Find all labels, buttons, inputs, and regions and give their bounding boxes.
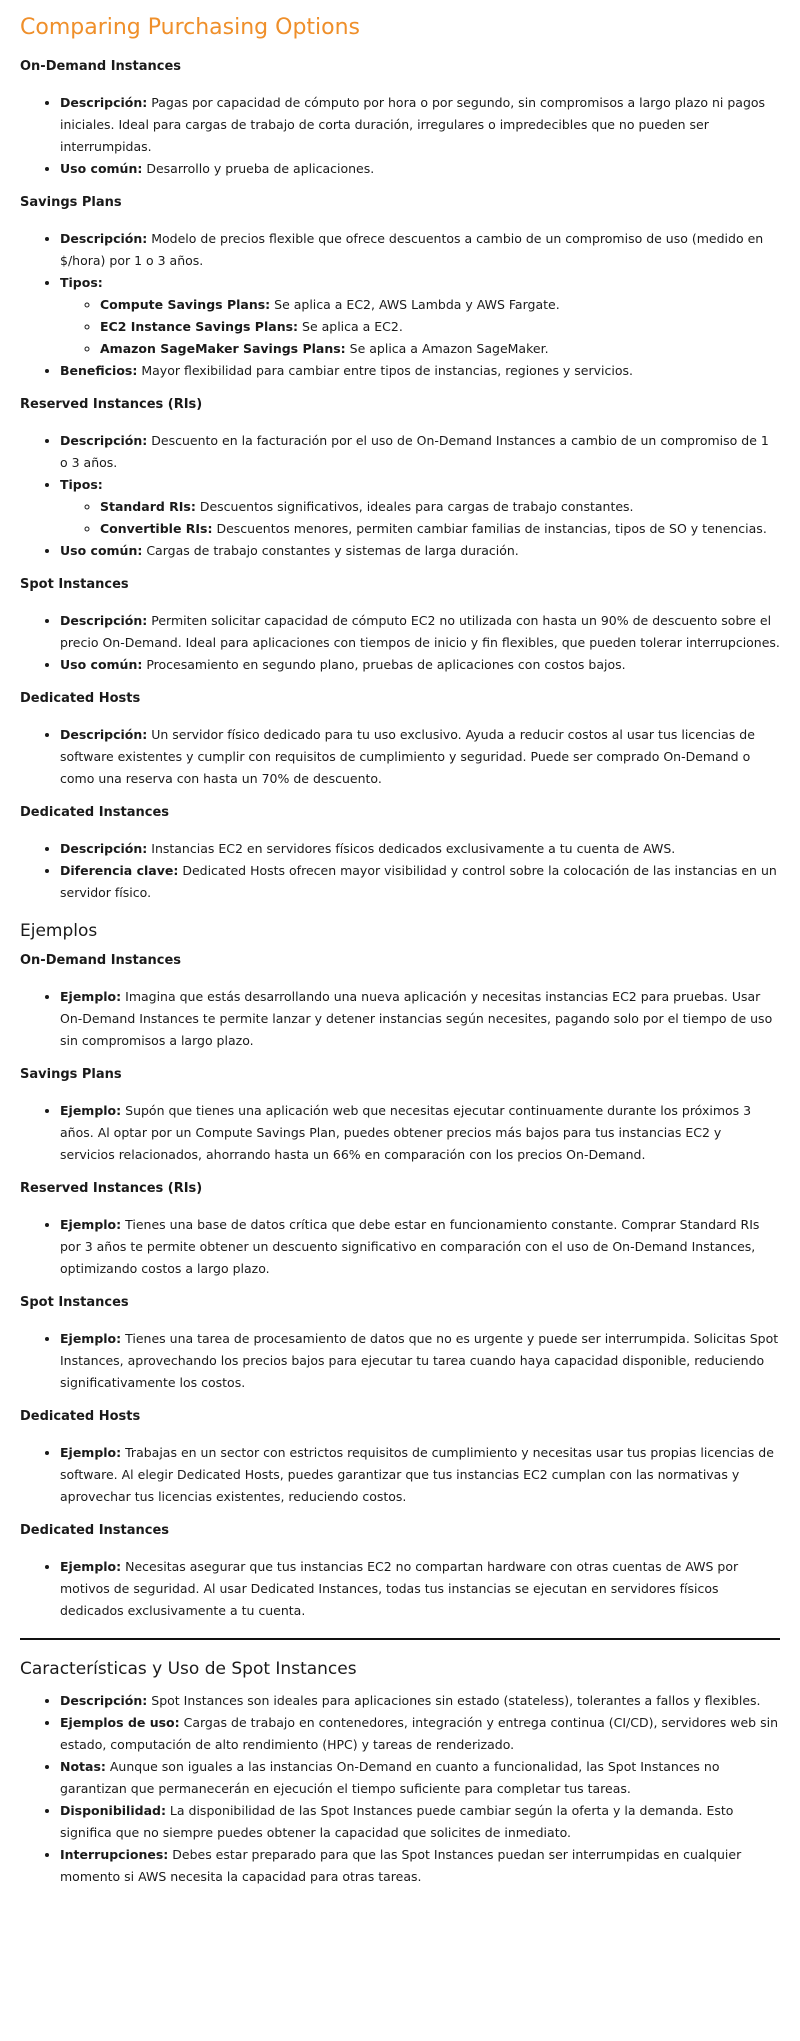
- group-list: [20, 986, 780, 1052]
- item-text: Tienes una tarea de procesamiento de datos que no es urgente y puede ser interrumpida. Solicitas Spot Instances, aprovechando los precios bajos para ejecutar tu tarea cuando haya capacidad disponible, reduciendo significativamente los costos.: [60, 1331, 779, 1390]
- list-item: [60, 1800, 780, 1844]
- list-item: [60, 610, 780, 654]
- item-label: Descripción:: [60, 1693, 148, 1708]
- sub-list: [60, 294, 780, 360]
- item-text: Cargas de trabajo constantes y sistemas de larga duración.: [142, 543, 519, 558]
- list-item: [60, 1712, 780, 1756]
- item-text: Cargas de trabajo en contenedores, integración y entrega continua (CI/CD), servidores web sin estado, computación de alto rendimiento (HPC) y tareas de renderizado.: [60, 1715, 778, 1752]
- group-heading: Reserved Instances (RIs): [20, 1181, 203, 1196]
- item-label: Diferencia clave:: [60, 863, 179, 878]
- item-text: Se aplica a Amazon SageMaker.: [345, 341, 549, 356]
- item-text: Se aplica a EC2, AWS Lambda y AWS Fargate.: [270, 297, 560, 312]
- group-list: [20, 1328, 780, 1394]
- sub-list: [60, 496, 780, 540]
- item-label: Disponibilidad:: [60, 1803, 166, 1818]
- item-label: Convertible RIs:: [100, 521, 213, 536]
- list-item: [60, 1100, 780, 1166]
- item-label: Tipos:: [60, 275, 103, 290]
- item-text: Necesitas asegurar que tus instancias EC2 no compartan hardware con otras cuentas de AWS por motivos de seguridad. Al usar Dedicated Instances, todas tus instancias se ejecutan en servidores físicos dedicados exclusivamente a tu cuenta.: [60, 1559, 739, 1618]
- item-text: Procesamiento en segundo plano, pruebas de aplicaciones con costos bajos.: [142, 657, 626, 672]
- item-text: Descuentos menores, permiten cambiar familias de instancias, tipos de SO y tenencias.: [212, 521, 767, 536]
- item-label: Ejemplo:: [60, 1559, 122, 1574]
- list-item: [100, 338, 780, 360]
- item-text: Aunque son iguales a las instancias On-Demand en cuanto a funcionalidad, las Spot Instances no garantizan que permanecerán en ejecución el tiempo suficiente para completar tus tareas.: [60, 1759, 720, 1796]
- spot-list: [20, 1690, 780, 1888]
- item-text: Mayor flexibilidad para cambiar entre tipos de instancias, regiones y servicios.: [137, 363, 633, 378]
- group-heading: Dedicated Instances: [20, 805, 170, 820]
- page-title: Comparing Purchasing Options: [20, 15, 361, 40]
- group-heading: On-Demand Instances: [20, 953, 182, 968]
- list-item: [60, 1442, 780, 1508]
- list-item: [60, 1214, 780, 1280]
- list-item: [60, 1844, 780, 1888]
- list-item: [60, 1328, 780, 1394]
- item-label: Ejemplo:: [60, 1445, 122, 1460]
- item-label: Compute Savings Plans:: [100, 297, 271, 312]
- list-item: [60, 986, 780, 1052]
- item-label: Interrupciones:: [60, 1847, 169, 1862]
- item-label: Descripción:: [60, 95, 148, 110]
- list-item: [60, 838, 780, 860]
- list-item: [60, 272, 780, 360]
- examples-title: Ejemplos: [20, 921, 98, 941]
- item-text: Instancias EC2 en servidores físicos dedicados exclusivamente a tu cuenta de AWS.: [147, 841, 676, 856]
- item-label: Uso común:: [60, 543, 143, 558]
- group-heading: Savings Plans: [20, 195, 122, 210]
- item-text: Un servidor físico dedicado para tu uso exclusivo. Ayuda a reducir costos al usar tus licencias de software existentes y cumplir con requisitos de cumplimiento y seguridad. Puede ser comprado On-Demand o como una reserva con hasta un 70% de descuento.: [60, 727, 755, 786]
- item-label: EC2 Instance Savings Plans:: [100, 319, 299, 334]
- list-item: [60, 540, 780, 562]
- item-text: Debes estar preparado para que las Spot Instances puedan ser interrumpidas en cualquier momento si AWS necesita la capacidad para otras tareas.: [60, 1847, 742, 1884]
- list-item: [60, 430, 780, 474]
- item-label: Descripción:: [60, 231, 148, 246]
- list-item: [60, 724, 780, 790]
- list-item: [60, 228, 780, 272]
- item-text: Supón que tienes una aplicación web que necesitas ejecutar continuamente durante los próximos 3 años. Al optar por un Compute Savings Plan, puedes obtener precios más bajos para tus instancias EC2 y servicios relacionados, ahorrando hasta un 66% en comparación con los precios On-Demand.: [60, 1103, 752, 1162]
- list-item: [100, 496, 780, 518]
- list-item: [100, 316, 780, 338]
- list-item: [60, 360, 780, 382]
- group-heading: Dedicated Hosts: [20, 691, 141, 706]
- item-label: Descripción:: [60, 727, 148, 742]
- item-text: La disponibilidad de las Spot Instances puede cambiar según la oferta y la demanda. Esto significa que no siempre puedes obtener la capacidad que solicites de inmediato.: [60, 1803, 734, 1840]
- list-item: [60, 474, 780, 540]
- item-text: Modelo de precios flexible que ofrece descuentos a cambio de un compromiso de uso (medido en $/hora) por 1 o 3 años.: [60, 231, 764, 268]
- item-text: Dedicated Hosts ofrecen mayor visibilidad y control sobre la colocación de las instancias en un servidor físico.: [60, 863, 777, 900]
- list-item: [60, 1690, 780, 1712]
- item-text: Desarrollo y prueba de aplicaciones.: [142, 161, 375, 176]
- item-label: Tipos:: [60, 477, 103, 492]
- item-text: Se aplica a EC2.: [298, 319, 403, 334]
- group-heading: Reserved Instances (RIs): [20, 397, 203, 412]
- list-item: [100, 294, 780, 316]
- item-label: Ejemplo:: [60, 1103, 122, 1118]
- group-list: [20, 610, 780, 676]
- item-text: Trabajas en un sector con estrictos requisitos de cumplimiento y necesitas usar tus propias licencias de software. Al elegir Dedicated Hosts, puedes garantizar que tus instancias EC2 cumplan con las normativas y aprovechar tus licencias existentes, reduciendo costos.: [60, 1445, 774, 1504]
- list-item: [60, 860, 780, 904]
- list-item: [60, 654, 780, 676]
- list-item: [60, 1756, 780, 1800]
- list-item: [60, 158, 780, 180]
- group-heading: On-Demand Instances: [20, 59, 182, 74]
- item-text: Spot Instances son ideales para aplicaciones sin estado (stateless), tolerantes a fallos y flexibles.: [147, 1693, 761, 1708]
- item-label: Uso común:: [60, 161, 143, 176]
- group-heading: Spot Instances: [20, 1295, 129, 1310]
- item-text: Tienes una base de datos crítica que debe estar en funcionamiento constante. Comprar Standard RIs por 3 años te permite obtener un descuento significativo en comparación con el uso de On-Demand Instances, optimizando costos a largo plazo.: [60, 1217, 760, 1276]
- item-label: Descripción:: [60, 613, 148, 628]
- group-list: [20, 838, 780, 904]
- list-item: [60, 1556, 780, 1622]
- spot-title: Características y Uso de Spot Instances: [20, 1659, 357, 1679]
- group-heading: Spot Instances: [20, 577, 129, 592]
- group-list: [20, 430, 780, 562]
- group-list: [20, 724, 780, 790]
- examples-section: [20, 952, 780, 1622]
- purchasing-options: [20, 58, 780, 904]
- list-item: [100, 518, 780, 540]
- section-divider: [20, 1638, 780, 1640]
- group-heading: Savings Plans: [20, 1067, 122, 1082]
- item-label: Uso común:: [60, 657, 143, 672]
- item-label: Ejemplo:: [60, 1331, 122, 1346]
- item-label: Notas:: [60, 1759, 106, 1774]
- item-text: Pagas por capacidad de cómputo por hora o por segundo, sin compromisos a largo plazo ni pagos iniciales. Ideal para cargas de trabajo de corta duración, irregulares o impredecibles que no pueden ser interrumpidas.: [60, 95, 766, 154]
- group-list: [20, 1556, 780, 1622]
- group-list: [20, 1214, 780, 1280]
- item-label: Ejemplo:: [60, 989, 122, 1004]
- item-label: Descripción:: [60, 841, 148, 856]
- group-list: [20, 228, 780, 382]
- group-heading: Dedicated Hosts: [20, 1409, 141, 1424]
- item-label: Amazon SageMaker Savings Plans:: [100, 341, 346, 356]
- item-label: Descripción:: [60, 433, 148, 448]
- item-label: Standard RIs:: [100, 499, 196, 514]
- item-label: Ejemplo:: [60, 1217, 122, 1232]
- item-text: Permiten solicitar capacidad de cómputo EC2 no utilizada con hasta un 90% de descuento sobre el precio On-Demand. Ideal para aplicaciones con tiempos de inicio y fin flexibles, que pueden tolerar interrupciones.: [60, 613, 780, 650]
- item-label: Beneficios:: [60, 363, 138, 378]
- group-list: [20, 92, 780, 180]
- item-text: Descuentos significativos, ideales para cargas de trabajo constantes.: [195, 499, 634, 514]
- item-text: Imagina que estás desarrollando una nueva aplicación y necesitas instancias EC2 para pruebas. Usar On-Demand Instances te permite lanzar y detener instancias según necesites, pagando solo por el tiempo de uso sin compromisos a largo plazo.: [60, 989, 773, 1048]
- item-text: Descuento en la facturación por el uso de On-Demand Instances a cambio de un compromiso de 1 o 3 años.: [60, 433, 769, 470]
- group-list: [20, 1442, 780, 1508]
- list-item: [60, 92, 780, 158]
- group-heading: Dedicated Instances: [20, 1523, 170, 1538]
- group-list: [20, 1100, 780, 1166]
- item-label: Ejemplos de uso:: [60, 1715, 180, 1730]
